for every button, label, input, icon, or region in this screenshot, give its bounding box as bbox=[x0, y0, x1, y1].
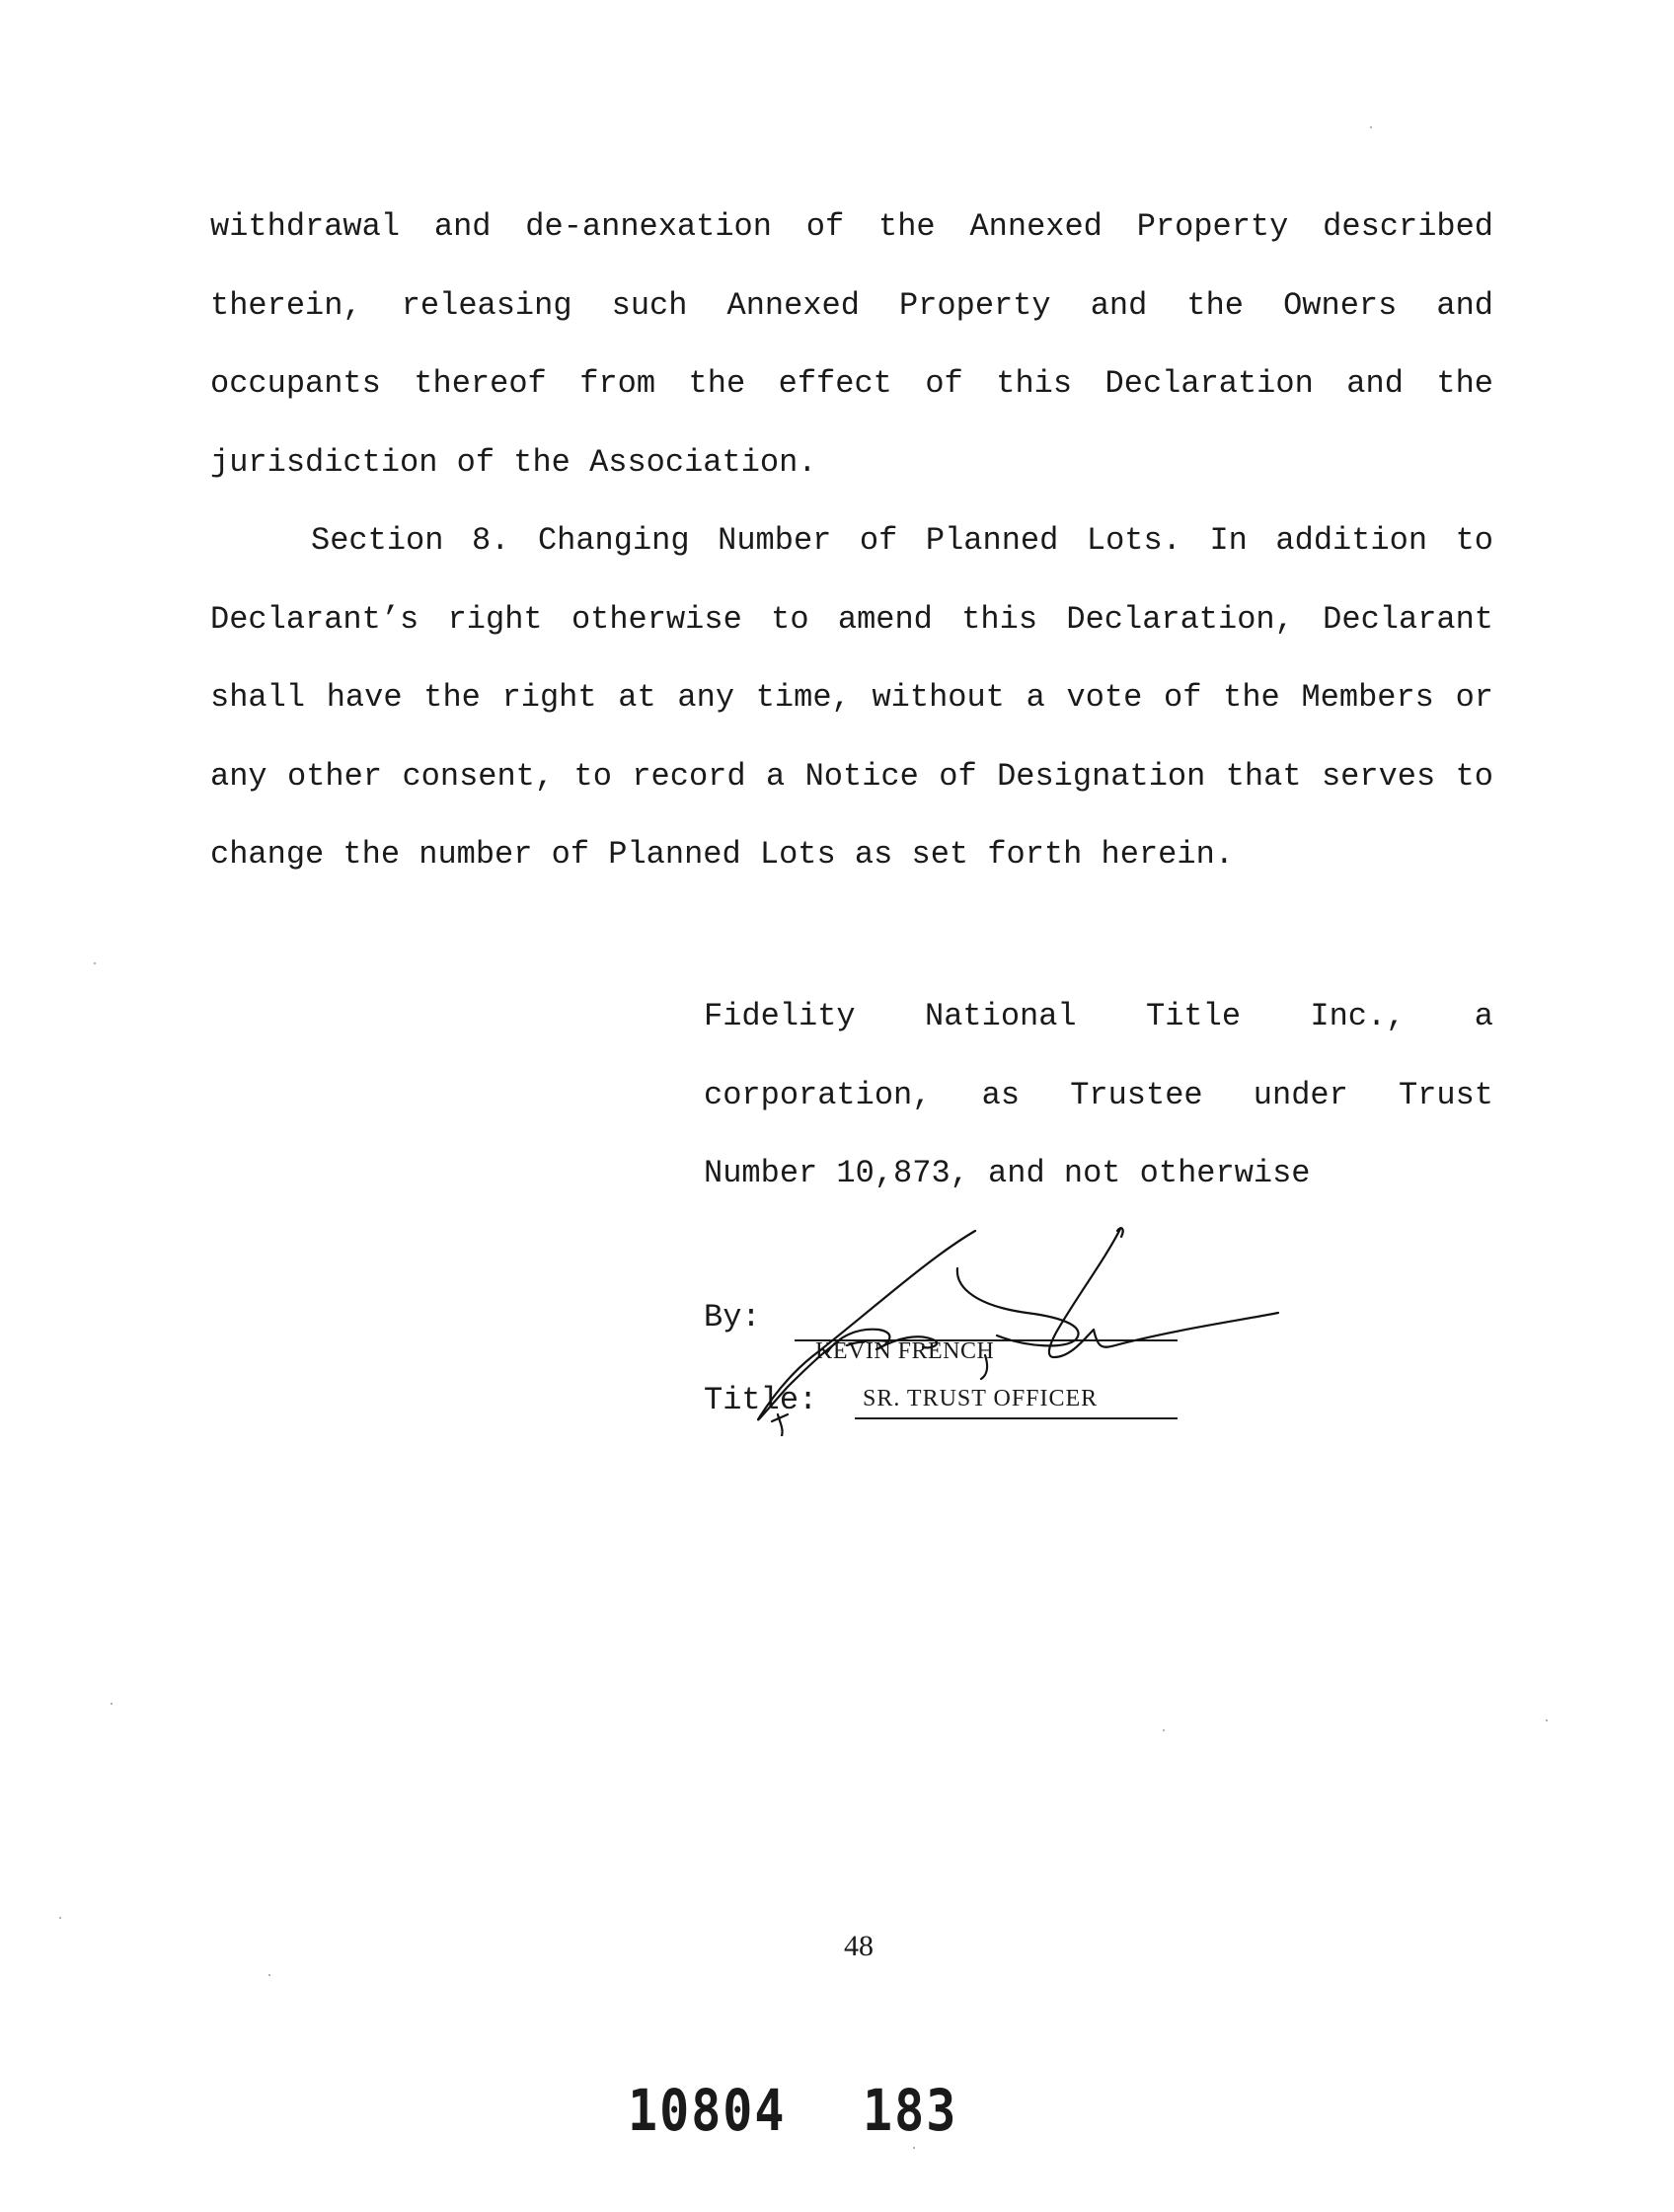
by-label: By: bbox=[704, 1299, 761, 1335]
signer-name: KEVIN FRENCH bbox=[815, 1338, 995, 1364]
page-number: 48 bbox=[844, 1930, 874, 1962]
recording-book-number: 10804 bbox=[628, 2078, 787, 2144]
scan-speck bbox=[59, 1917, 61, 1919]
scan-speck bbox=[94, 962, 96, 964]
paragraph-deannexation: withdrawal and de-annexation of the Annexed Property described therein, releasing such Annexed Property and the Owners and occupants thereof from the effect of this Declaration and the jurisdiction of the Association. bbox=[210, 208, 1493, 481]
signatory-entity bbox=[704, 977, 1493, 1213]
scan-speck bbox=[111, 1703, 113, 1705]
signatory-entity-text: Fidelity National Title Inc., a corporation, as Trustee under Trust Number 10,873, and not otherwise bbox=[704, 998, 1493, 1191]
scan-speck bbox=[268, 1974, 270, 1976]
paragraph-section-8: Section 8. Changing Number of Planned Lots. In addition to Declarant’s right otherwise to amend this Declaration, Declarant shall have the right at any time, without a vote of the Members or any other consent, to record a Notice of Designation that serves to change the number of Planned Lots as set forth herein. bbox=[210, 522, 1493, 873]
scan-speck bbox=[1370, 126, 1372, 128]
title-label: Title: bbox=[704, 1382, 818, 1418]
scan-speck bbox=[913, 2147, 915, 2149]
scan-speck bbox=[1163, 1729, 1165, 1731]
document-body bbox=[210, 188, 1493, 894]
recording-page-number: 183 bbox=[863, 2078, 958, 2144]
handwritten-signature bbox=[730, 1219, 1283, 1436]
scan-speck bbox=[1546, 1719, 1548, 1721]
signer-title: SR. TRUST OFFICER bbox=[863, 1386, 1099, 1411]
